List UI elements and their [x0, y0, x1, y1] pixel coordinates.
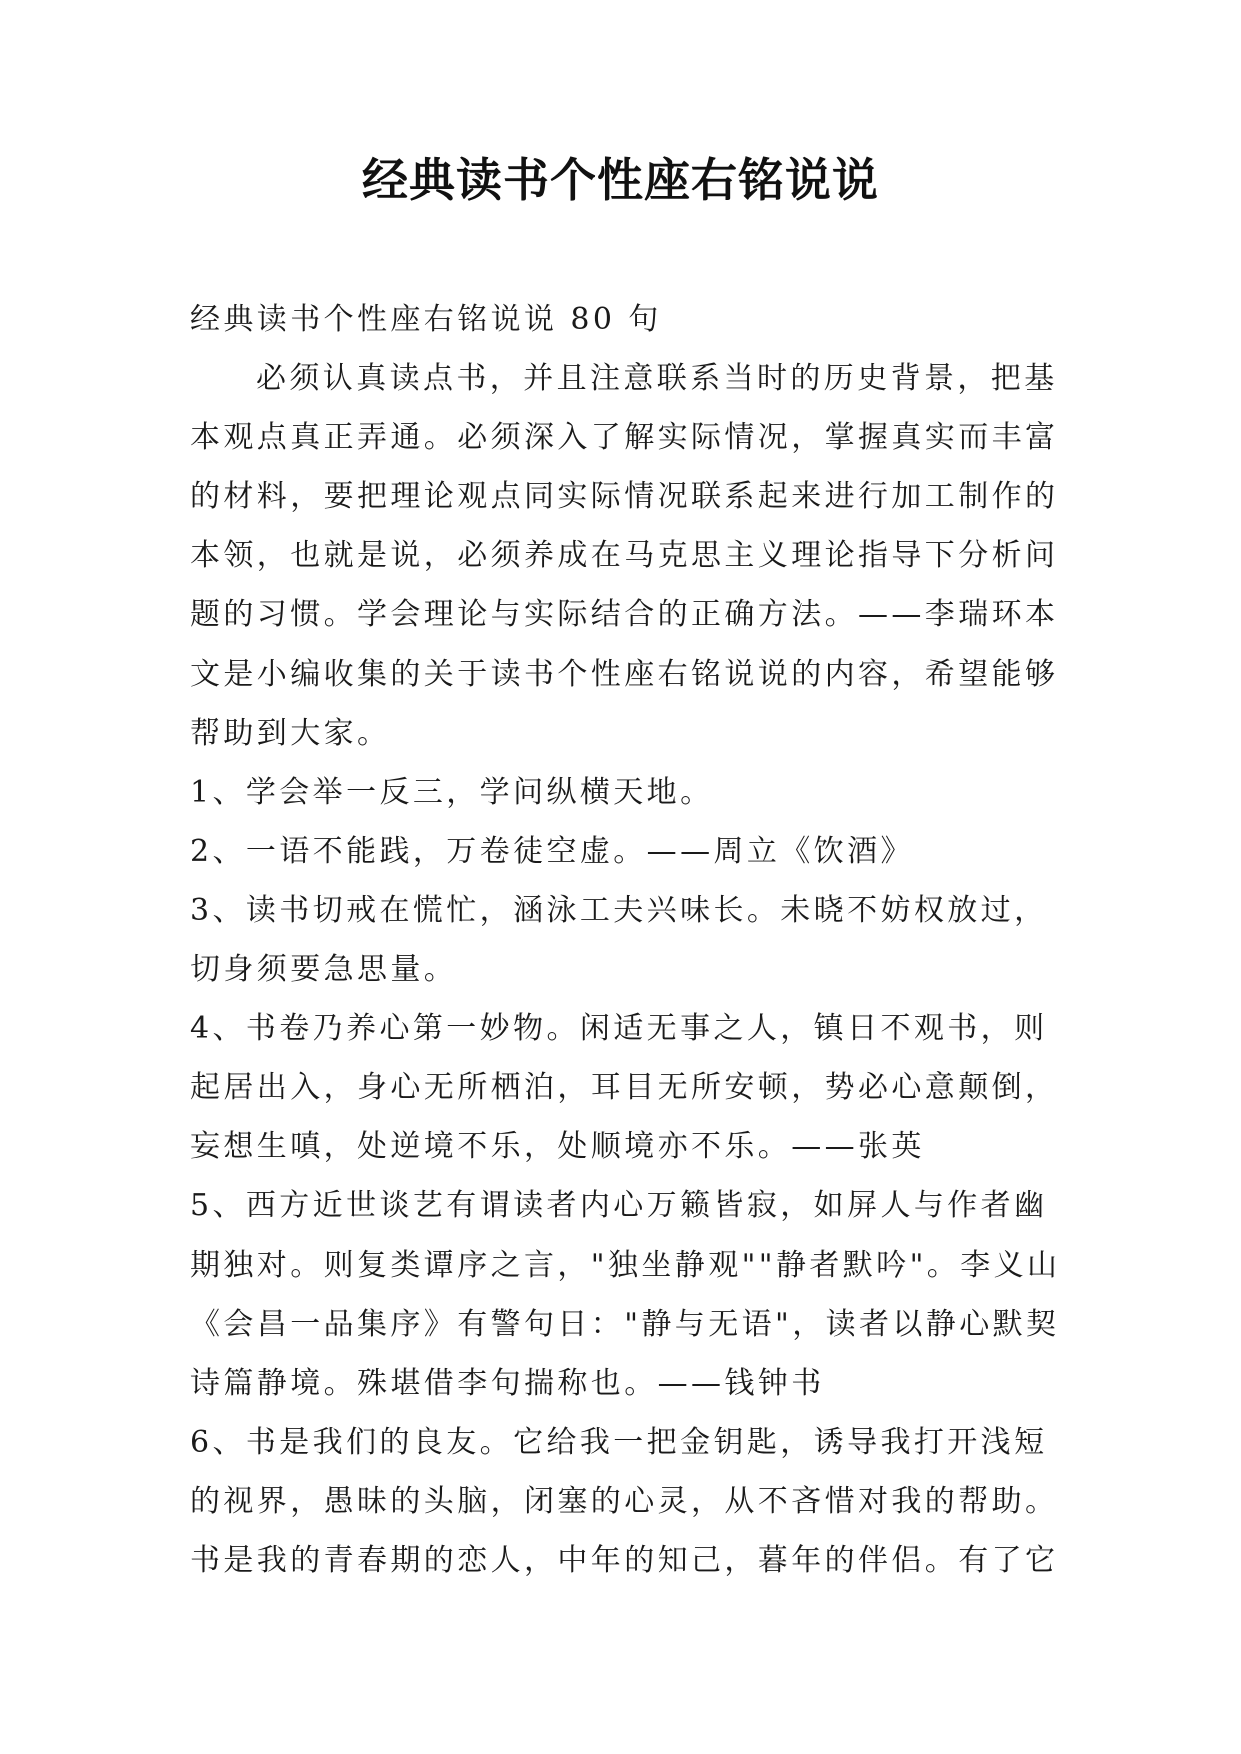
paragraph-line: 的材料，要把理论观点同实际情况联系起来进行加工制作的: [190, 479, 1059, 515]
paragraph-line: 题的习惯。学会理论与实际结合的正确方法。——李瑞环本: [190, 597, 1059, 633]
list-item-line: 的视界，愚昧的头脑，闭塞的心灵，从不吝惜对我的帮助。: [190, 1483, 1059, 1519]
list-item-line: 《会昌一品集序》有警句日："静与无语"，读者以静心默契: [190, 1306, 1060, 1342]
list-item-line: 2、一语不能践，万卷徒空虚。——周立《饮酒》: [190, 833, 914, 869]
paragraph-line: 必须认真读点书，并且注意联系当时的历史背景，把基: [256, 361, 1058, 397]
document-body: [190, 290, 1060, 1590]
list-item-line: 期独对。则复类谭序之言，"独坐静观""静者默吟"。李义山: [190, 1247, 1061, 1283]
list-item-line: 切身须要急思量。: [190, 952, 458, 988]
list-item-line: 书是我的青春期的恋人，中年的知己，暮年的伴侣。有了它: [190, 1542, 1059, 1578]
list-item-line: 5、西方近世谈艺有谓读者内心万籁皆寂，如屏人与作者幽: [190, 1188, 1048, 1224]
paragraph-line: 帮助到大家。: [190, 715, 391, 751]
list-item-line: 诗篇静境。殊堪借李句揣称也。——钱钟书: [190, 1365, 825, 1401]
paragraph-line: 文是小编收集的关于读书个性座右铭说说的内容，希望能够: [190, 656, 1059, 692]
list-item-line: 妄想生嗔，处逆境不乐，处顺境亦不乐。——张英: [190, 1129, 925, 1165]
paragraph-line: 本领，也就是说，必须养成在马克思主义理论指导下分析问: [190, 538, 1059, 574]
list-item-line: 3、读书切戒在慌忙，涵泳工夫兴味长。未晓不妨权放过，: [190, 892, 1048, 928]
list-item-line: 起居出入，身心无所栖泊，耳目无所安顿，势必心意颠倒，: [190, 1070, 1059, 1106]
list-item-line: 4、书卷乃养心第一妙物。闲适无事之人，镇日不观书，则: [190, 1011, 1048, 1047]
subtitle-line: 经典读书个性座右铭说说 80 句: [190, 302, 662, 337]
list-item-line: 6、书是我们的良友。它给我一把金钥匙，诱导我打开浅短: [190, 1424, 1048, 1460]
document-title: 经典读书个性座右铭说说: [362, 153, 879, 207]
list-item-line: 1、学会举一反三，学问纵横天地。: [190, 774, 714, 810]
paragraph-line: 本观点真正弄通。必须深入了解实际情况，掌握真实而丰富: [190, 420, 1059, 456]
